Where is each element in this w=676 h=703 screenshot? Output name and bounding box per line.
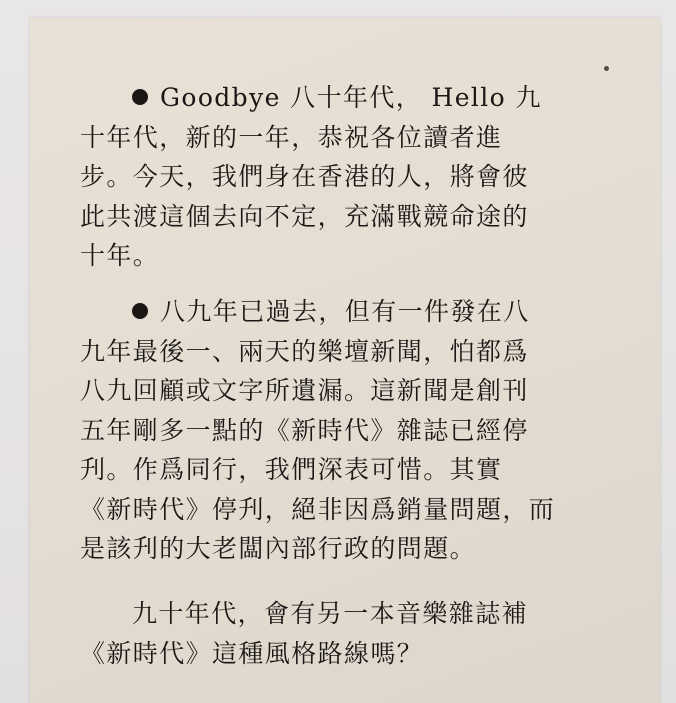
text-line: 此共渡這個去向不定，充滿戰競命途的	[80, 201, 529, 231]
text-line: 五年剛多一點的《新時代》雜誌已經停	[80, 415, 529, 445]
text-line: 步。今天，我們身在香港的人，將會彼	[80, 162, 529, 191]
text-line-content: Goodbye 八十年代， Hello 九	[160, 83, 542, 112]
bullet-icon	[132, 89, 148, 105]
text-line: 刋。作爲同行，我們深表可惜。其實	[80, 455, 503, 484]
text-line	[80, 292, 610, 332]
paragraph-goodbye-eighties	[80, 78, 610, 276]
text-line: 十年。	[80, 241, 160, 270]
paper-speck	[604, 66, 609, 71]
text-line: 《新時代》停刋，絕非因爲銷量問題，而	[80, 494, 556, 524]
text-line: 九十年代，會有另一本音樂雜誌補	[132, 599, 529, 628]
paragraph-new-era-magazine	[80, 292, 610, 569]
text-line-content: 八九年已過去，但有一件發在八	[160, 297, 530, 326]
paragraph-nineties-question	[80, 594, 610, 673]
text-line: 是該刋的大老闆內部行政的問題。	[80, 534, 477, 563]
text-line: 九年最後一、兩天的樂壇新聞，怕都爲	[80, 336, 529, 366]
text-line: 十年代，新的一年，恭祝各位讀者進	[80, 122, 503, 152]
text-line: 《新時代》這種風格路線嗎？	[80, 638, 424, 668]
bullet-icon	[132, 303, 148, 319]
text-line	[80, 78, 610, 118]
text-line: 八九回顧或文字所遺漏。這新聞是創刊	[80, 376, 529, 405]
